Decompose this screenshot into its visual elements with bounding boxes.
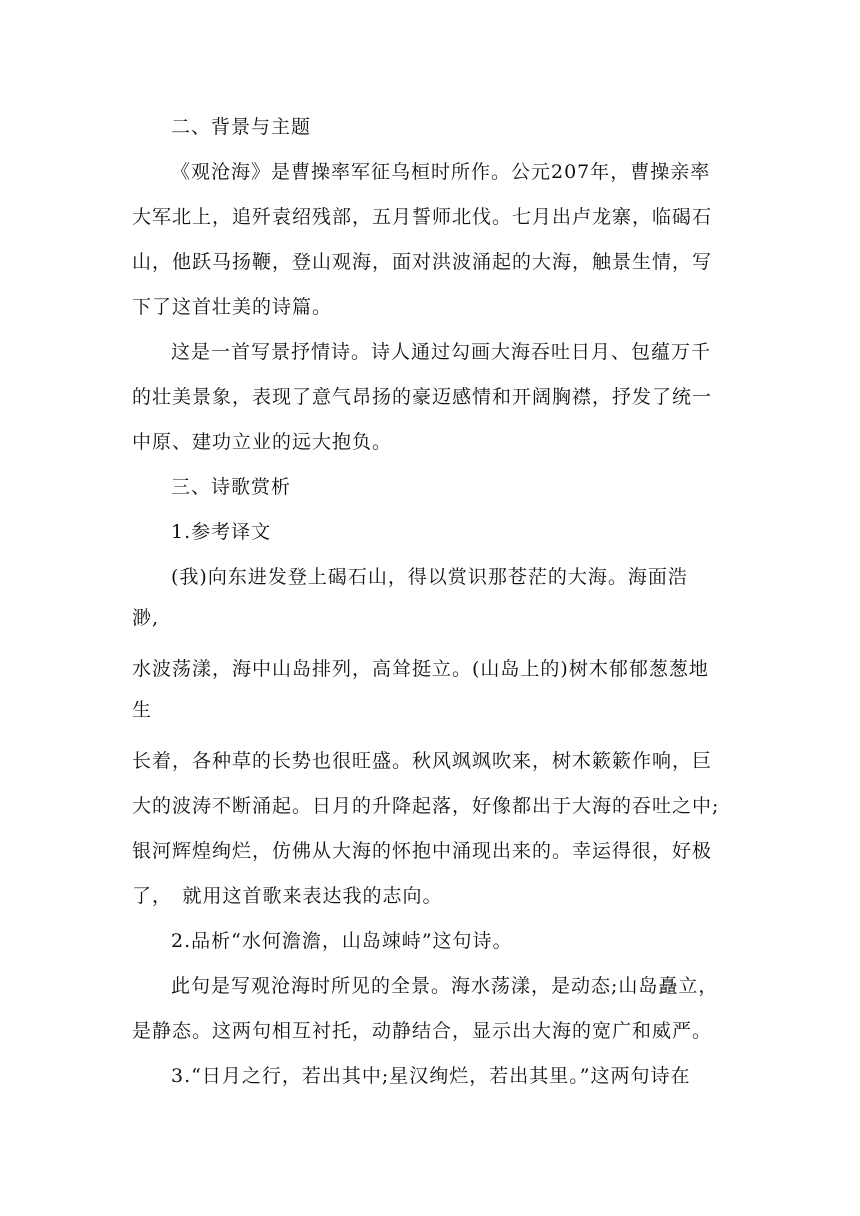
paragraph-line: 下了这首壮美的诗篇。: [132, 296, 333, 318]
paragraph-line: 这是一首写景抒情诗。诗人通过勾画大海吞吐日月、包蕴万千: [171, 341, 712, 363]
paragraph-line: 的壮美景象，表现了意气昂扬的豪迈感情和开阔胸襟，抒发了统一: [132, 386, 713, 408]
paragraph-line: 《观沧海》是曹操率军征乌桓时所作。公元207年，曹操亲率: [171, 161, 711, 183]
section-heading-appreciation: 三、诗歌赏析: [171, 476, 292, 498]
subheading-analysis: 2.品析“水何澹澹，山岛竦峙”这句诗。: [171, 930, 513, 952]
paragraph-line: 银河辉煌绚烂，仿佛从大海的怀抱中涌现出来的。幸运得很，好极: [132, 840, 713, 862]
paragraph-line: 长着，各种草的长势也很旺盛。秋风飒飒吹来，树木簌簌作响，巨: [132, 750, 713, 772]
paragraph-line: 了， 就用这首歌来表达我的志向。: [132, 885, 443, 907]
paragraph-line: 大军北上，追歼袁绍残部，五月誓师北伐。七月出卢龙寨，临碣石: [132, 206, 713, 228]
paragraph-line: 大的波涛不断涌起。日月的升降起落，好像都出于大海的吞吐之中;: [132, 795, 720, 817]
paragraph-line: 是静态。这两句相互衬托，动静结合，显示出大海的宽广和威严。: [132, 1020, 713, 1042]
paragraph-line: (我)向东进发登上碣石山，得以赏识那苍茫的大海。海面浩: [171, 566, 688, 588]
paragraph-line: 渺,: [132, 607, 160, 629]
paragraph-line: 此句是写观沧海时所见的全景。海水荡漾，是动态;山岛矗立，: [171, 975, 719, 997]
paragraph-line: 水波荡漾，海中山岛排列，高耸挺立。(山岛上的)树木郁郁葱葱地: [132, 658, 709, 680]
paragraph-line: 山，他跃马扬鞭，登山观海，面对洪波涌起的大海，触景生情，写: [132, 251, 713, 273]
paragraph-line: 中原、建功立业的远大抱负。: [132, 431, 393, 453]
subheading-question-3: 3.“日月之行，若出其中;星汉绚烂，若出其里。”这两句诗在: [171, 1065, 691, 1087]
subheading-translation: 1.参考译文: [171, 521, 272, 543]
paragraph-line: 生: [132, 699, 153, 721]
section-heading-background: 二、背景与主题: [171, 116, 312, 138]
